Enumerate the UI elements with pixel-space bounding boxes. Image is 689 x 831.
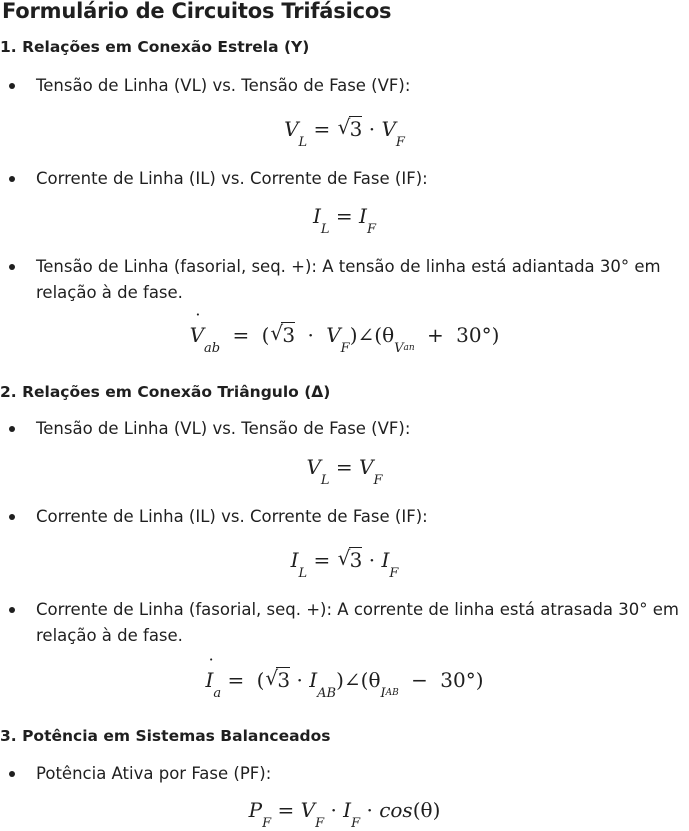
list-item bbox=[0, 761, 689, 787]
item-text: Tensão de Linha (VL) vs. Tensão de Fase (VF): bbox=[36, 419, 411, 438]
list-item bbox=[0, 504, 689, 530]
bullet-icon bbox=[9, 264, 15, 270]
bullet-icon bbox=[9, 176, 15, 182]
list-item bbox=[0, 597, 689, 649]
item-text: Potência Ativa por Fase (PF): bbox=[36, 764, 272, 783]
formula-delta-voltage: $V_L = V_F$ bbox=[306, 455, 383, 488]
list-item bbox=[0, 254, 689, 306]
item-text: Corrente de Linha (IL) vs. Corrente de Fase (IF): bbox=[36, 169, 428, 188]
bullet-icon bbox=[9, 607, 15, 613]
item-text: Corrente de Linha (IL) vs. Corrente de Fase (IF): bbox=[36, 507, 428, 526]
item-text-line2: relação à de fase. bbox=[36, 626, 183, 645]
formula-star-phasor: · $V_{ab}$ = (√ $3 \cdot V_F)\angle(\theta_{Van} + 30^\circ)$ bbox=[0, 323, 689, 347]
sqrt-icon: √ 3 bbox=[265, 668, 290, 692]
sqrt-icon: √ 3 bbox=[270, 323, 295, 347]
bullet-icon bbox=[9, 83, 15, 89]
list-item bbox=[0, 73, 689, 99]
item-text-line2: relação à de fase. bbox=[36, 283, 183, 302]
formula-star-current: $I_L = I_F$ bbox=[313, 204, 376, 237]
section-heading-power: 3. Potência em Sistemas Balanceados bbox=[0, 727, 331, 745]
list-item bbox=[0, 166, 689, 192]
section-heading-star: 1. Relações em Conexão Estrela (Y) bbox=[0, 38, 310, 56]
list-item bbox=[0, 416, 689, 442]
bullet-icon bbox=[9, 426, 15, 432]
formula-star-voltage: $V_L$ = √ $3 \cdot V_F$ bbox=[0, 117, 689, 141]
item-text: Tensão de Linha (fasorial, seq. +): A tensão de linha está adiantada 30° em bbox=[36, 257, 661, 276]
item-text: Corrente de Linha (fasorial, seq. +): A corrente de linha está atrasada 30° em bbox=[36, 600, 680, 619]
formula-power-phase: $P_F = V_F \cdot I_F \cdot \cos(\theta)$ bbox=[248, 798, 441, 831]
page-title: Formulário de Circuitos Trifásicos bbox=[2, 0, 392, 23]
sqrt-icon: √ 3 bbox=[338, 117, 363, 141]
formula-delta-phasor: · $I_a$ = (√ $3 \cdot I_{AB})\angle(\theta_{IAB} - 30^\circ)$ bbox=[0, 668, 689, 692]
item-text: Tensão de Linha (VL) vs. Tensão de Fase (VF): bbox=[36, 76, 411, 95]
bullet-icon bbox=[9, 771, 15, 777]
section-heading-delta: 2. Relações em Conexão Triângulo (Δ) bbox=[0, 383, 331, 401]
bullet-icon bbox=[9, 514, 15, 520]
sqrt-icon: √ 3 bbox=[338, 548, 363, 572]
formula-delta-current: $I_L$ = √ $3 \cdot I_F$ bbox=[0, 548, 689, 572]
